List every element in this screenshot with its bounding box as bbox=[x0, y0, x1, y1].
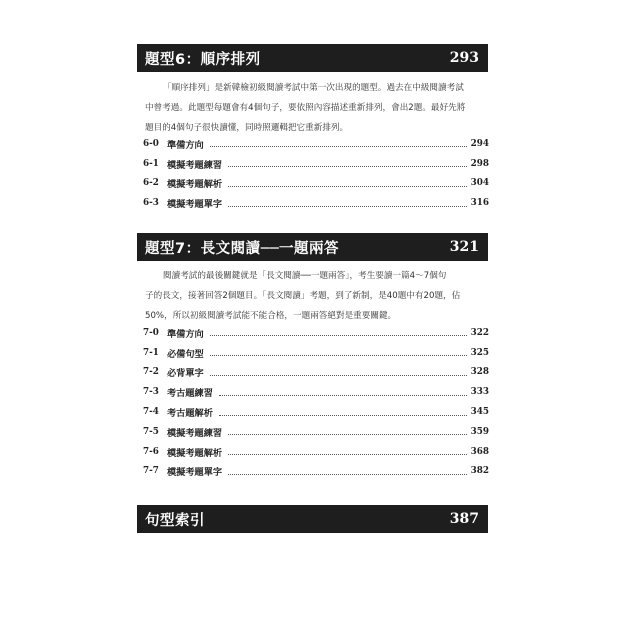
index-page-number: 387 bbox=[449, 511, 479, 527]
entry-number: 6-0 bbox=[143, 138, 159, 149]
entry-label: 考古題練習 bbox=[167, 388, 213, 400]
entry-label: 必背單字 bbox=[167, 368, 204, 380]
toc-entry-6-3[interactable] bbox=[143, 193, 489, 213]
entry-label: 必備句型 bbox=[167, 348, 204, 360]
entry-label: 模擬考題練習 bbox=[167, 427, 223, 439]
entry-number: 7-3 bbox=[143, 387, 159, 398]
dot-leader bbox=[210, 375, 467, 376]
entry-number: 7-7 bbox=[143, 466, 159, 477]
entry-page: 294 bbox=[470, 138, 489, 149]
entry-page: 359 bbox=[470, 426, 489, 437]
toc-entry-7-1[interactable] bbox=[143, 343, 489, 363]
intro-line: 題目的4個句子很快讀懂，同時照邏輯把它重新排列。 bbox=[145, 123, 349, 133]
entry-page: 316 bbox=[470, 198, 489, 209]
entry-label: 模擬考題單字 bbox=[167, 467, 223, 479]
entry-page: 322 bbox=[470, 327, 489, 338]
entry-number: 7-0 bbox=[143, 327, 159, 338]
entry-label: 模擬考題單字 bbox=[167, 199, 223, 211]
entry-number: 7-2 bbox=[143, 367, 159, 378]
intro-line: 中曾考過。此題型每題會有4個句子，要依照內容描述重新排列，會出2題。最好先將 bbox=[145, 103, 466, 113]
toc-entry-7-0[interactable] bbox=[143, 323, 489, 343]
dot-leader bbox=[228, 206, 467, 207]
entry-number: 7-4 bbox=[143, 407, 159, 418]
entry-page: 304 bbox=[470, 178, 489, 189]
entry-number: 7-1 bbox=[143, 347, 159, 358]
entry-label: 考古題解析 bbox=[167, 408, 213, 420]
entry-label: 模擬考題解析 bbox=[167, 447, 223, 459]
section7-page-number: 321 bbox=[449, 239, 479, 255]
entry-label: 模擬考題解析 bbox=[167, 179, 223, 191]
entry-number: 7-6 bbox=[143, 446, 159, 457]
entry-page: 298 bbox=[470, 158, 489, 169]
section6-toc-list bbox=[143, 134, 489, 213]
entry-page: 382 bbox=[470, 466, 489, 477]
intro-line: 50%，所以初級閱讀考試能不能合格，一題兩答絕對是重要關鍵。 bbox=[145, 311, 397, 321]
dot-leader bbox=[228, 186, 467, 187]
intro-line: 「順序排列」是新韓檢初級閱讀考試中第一次出現的題型。過去在中級閱讀考試 bbox=[163, 83, 464, 93]
dot-leader bbox=[210, 335, 467, 336]
entry-page: 328 bbox=[470, 367, 489, 378]
section6-header-bar bbox=[137, 44, 488, 72]
entry-label: 準備方向 bbox=[167, 328, 204, 340]
entry-page: 333 bbox=[470, 387, 489, 398]
entry-number: 6-1 bbox=[143, 158, 159, 169]
toc-entry-6-0[interactable] bbox=[143, 134, 489, 154]
dot-leader bbox=[210, 146, 467, 147]
section7-title: 題型7：長文閱讀──一題兩答 bbox=[145, 240, 340, 257]
intro-line: 閱讀考試的最後關鍵就是「長文閱讀──一題兩答」，考生要讀一篇4～7個句 bbox=[163, 271, 447, 281]
dot-leader bbox=[228, 474, 467, 475]
entry-label: 模擬考題練習 bbox=[167, 159, 223, 171]
entry-page: 325 bbox=[470, 347, 489, 358]
section7-toc-list bbox=[143, 323, 489, 481]
section7-header-bar bbox=[137, 233, 488, 261]
toc-entry-7-2[interactable] bbox=[143, 363, 489, 383]
dot-leader bbox=[228, 434, 467, 435]
index-header-bar[interactable] bbox=[137, 505, 488, 533]
intro-line: 子的長文，接著回答2個題目。「長文閱讀」考題，到了新制，是40題中有20題，佔 bbox=[145, 291, 461, 301]
toc-entry-7-3[interactable] bbox=[143, 382, 489, 402]
entry-number: 6-3 bbox=[143, 198, 159, 209]
section6-page-number: 293 bbox=[449, 50, 479, 66]
dot-leader bbox=[210, 355, 467, 356]
dot-leader bbox=[228, 166, 467, 167]
toc-entry-6-1[interactable] bbox=[143, 154, 489, 174]
toc-entry-7-5[interactable] bbox=[143, 422, 489, 442]
dot-leader bbox=[219, 395, 467, 396]
index-title: 句型索引 bbox=[145, 512, 205, 529]
toc-entry-7-6[interactable] bbox=[143, 442, 489, 462]
entry-number: 6-2 bbox=[143, 178, 159, 189]
entry-page: 368 bbox=[470, 446, 489, 457]
entry-label: 準備方向 bbox=[167, 139, 204, 151]
toc-entry-6-2[interactable] bbox=[143, 174, 489, 194]
section6-title: 題型6：順序排列 bbox=[145, 51, 261, 68]
section6-intro bbox=[145, 78, 485, 138]
section7-intro bbox=[145, 266, 485, 326]
entry-page: 345 bbox=[470, 407, 489, 418]
dot-leader bbox=[228, 454, 467, 455]
toc-entry-7-4[interactable] bbox=[143, 402, 489, 422]
toc-entry-7-7[interactable] bbox=[143, 462, 489, 482]
entry-number: 7-5 bbox=[143, 426, 159, 437]
dot-leader bbox=[219, 415, 467, 416]
